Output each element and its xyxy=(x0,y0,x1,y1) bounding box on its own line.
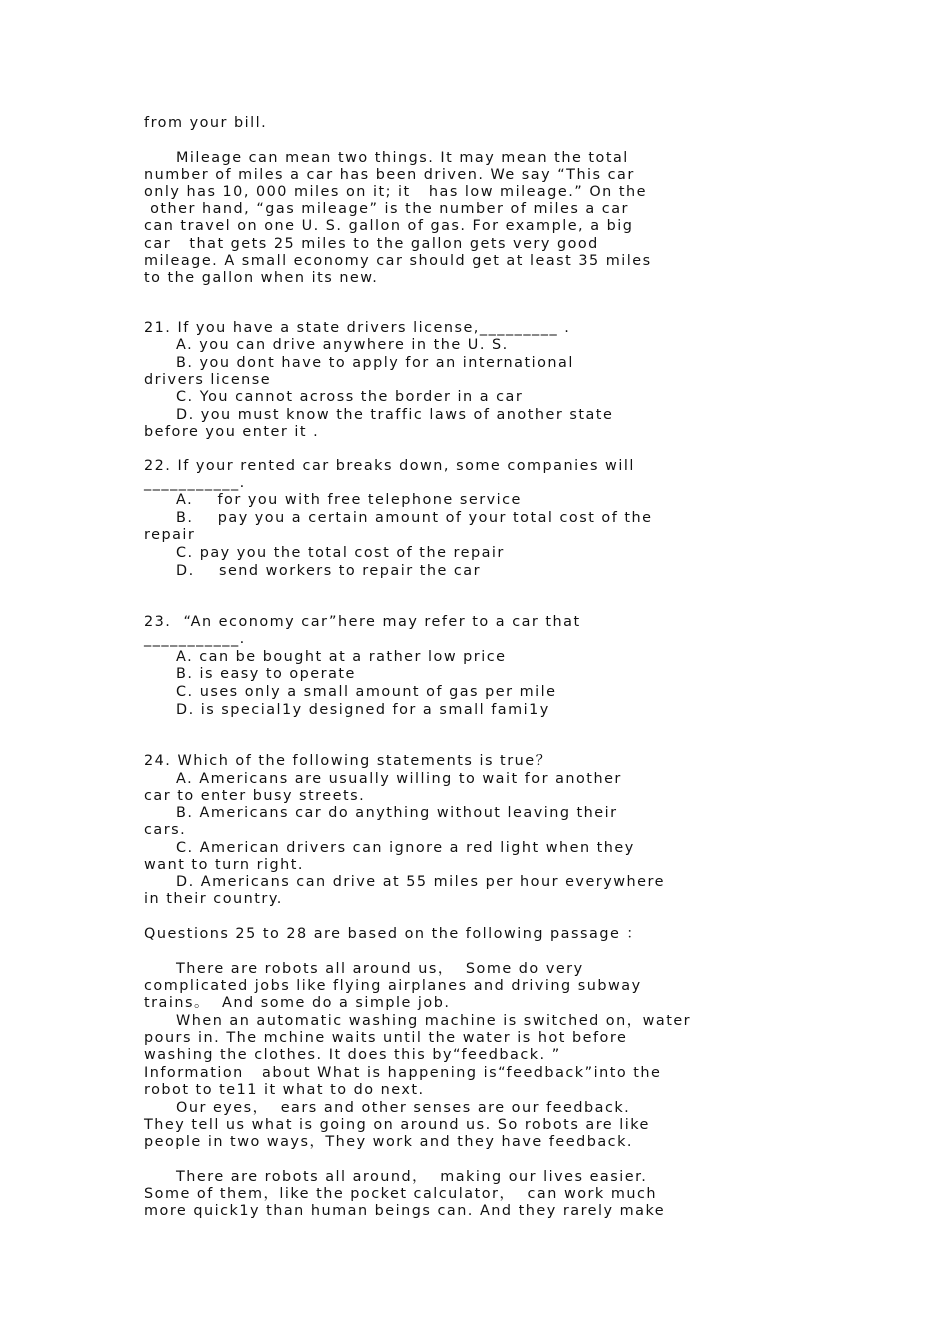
option-22b-continued: repair xyxy=(144,527,196,543)
option-24a-continued: car to enter busy streets. xyxy=(144,788,366,804)
passage-line: Some of them，like the pocket calculator， can work much xyxy=(144,1186,658,1202)
passage-heading: Questions 25 to 28 are based on the following passage ： xyxy=(144,926,643,942)
option-21a: A. you can drive anywhere in the U. S. xyxy=(176,337,509,353)
passage-line: complicated jobs like flying airplanes and driving subway xyxy=(144,978,642,994)
passage-line: They tell us what is going on around us. So robots are like xyxy=(144,1117,650,1133)
passage-line: Mileage can mean two things. It may mean the total xyxy=(176,150,629,166)
option-24b: B. Americans car do anything without leaving their xyxy=(176,805,618,821)
option-21d: D. you must know the traffic laws of another state xyxy=(176,407,614,423)
option-22d: D. send workers to repair the car xyxy=(176,563,482,579)
option-24c: C. American drivers can ignore a red light when they xyxy=(176,840,635,856)
option-22b: B. pay you a certain amount of your total cost of the xyxy=(176,510,653,526)
passage-line: There are robots all around us， Some do very xyxy=(176,961,584,977)
passage-line: other hand, “gas mileage” is the number of miles a car xyxy=(144,201,629,217)
option-23d: D. is special1y designed for a small fami1y xyxy=(176,702,550,718)
question-22-blank: ___________. xyxy=(144,475,246,491)
passage-line: more quick1y than human beings can. And they rarely make xyxy=(144,1203,666,1219)
passage-line: only has 10, 000 miles on it; it has low mileage.” On the xyxy=(144,184,647,200)
option-24d: D. Americans can drive at 55 miles per hour everywhere xyxy=(176,874,665,890)
question-23-blank: ___________. xyxy=(144,631,246,647)
option-21b-continued: drivers license xyxy=(144,372,272,388)
option-21c: C. You cannot across the border in a car xyxy=(176,389,524,405)
option-24b-continued: cars. xyxy=(144,822,187,838)
passage-line: pours in. The mchine waits until the water is hot before xyxy=(144,1030,628,1046)
option-24a: A. Americans are usually willing to wait for another xyxy=(176,771,622,787)
passage-line: washing the clothes. It does this by“feedback. ” xyxy=(144,1047,561,1063)
passage-line: car that gets 25 miles to the gallon gets very good xyxy=(144,236,599,252)
option-21b: B. you dont have to apply for an international xyxy=(176,355,574,371)
passage-line: to the gallon when its new. xyxy=(144,270,379,286)
option-23b: B. is easy to operate xyxy=(176,666,356,682)
question-24: 24. Which of the following statements is true？ xyxy=(144,753,552,769)
passage-line: robot to te11 it what to do next. xyxy=(144,1082,425,1098)
option-24d-continued: in their country. xyxy=(144,891,283,907)
passage-line: can travel on one U. S. gallon of gas. For example, a big xyxy=(144,218,634,234)
option-23c: C. uses only a small amount of gas per mile xyxy=(176,684,557,700)
passage-line: Information about What is happening is“feedback”into the xyxy=(144,1065,662,1081)
option-21d-continued: before you enter it . xyxy=(144,424,320,440)
passage-line: from your bill. xyxy=(144,115,268,131)
passage-line: number of miles a car has been driven. We say “This car xyxy=(144,167,635,183)
passage-line: There are robots all around， making our lives easier. xyxy=(176,1169,648,1185)
option-24c-continued: want to turn right. xyxy=(144,857,304,873)
passage-line: mileage. A small economy car should get at least 35 miles xyxy=(144,253,652,269)
question-22: 22. If your rented car breaks down, some companies will xyxy=(144,458,635,474)
option-22c: C. pay you the total cost of the repair xyxy=(176,545,505,561)
passage-line: Our eyes， ears and other senses are our feedback. xyxy=(176,1100,631,1116)
passage-line: When an automatic washing machine is switched on，water xyxy=(176,1013,692,1029)
passage-line: people in two ways，They work and they have feedback. xyxy=(144,1134,634,1150)
passage-line: trains。 And some do a simple job. xyxy=(144,995,451,1011)
question-23: 23. “An economy car”here may refer to a car that xyxy=(144,614,581,630)
question-21: 21. If you have a state drivers license,_________ . xyxy=(144,320,571,336)
option-23a: A. can be bought at a rather low price xyxy=(176,649,507,665)
option-22a: A. for you with free telephone service xyxy=(176,492,522,508)
